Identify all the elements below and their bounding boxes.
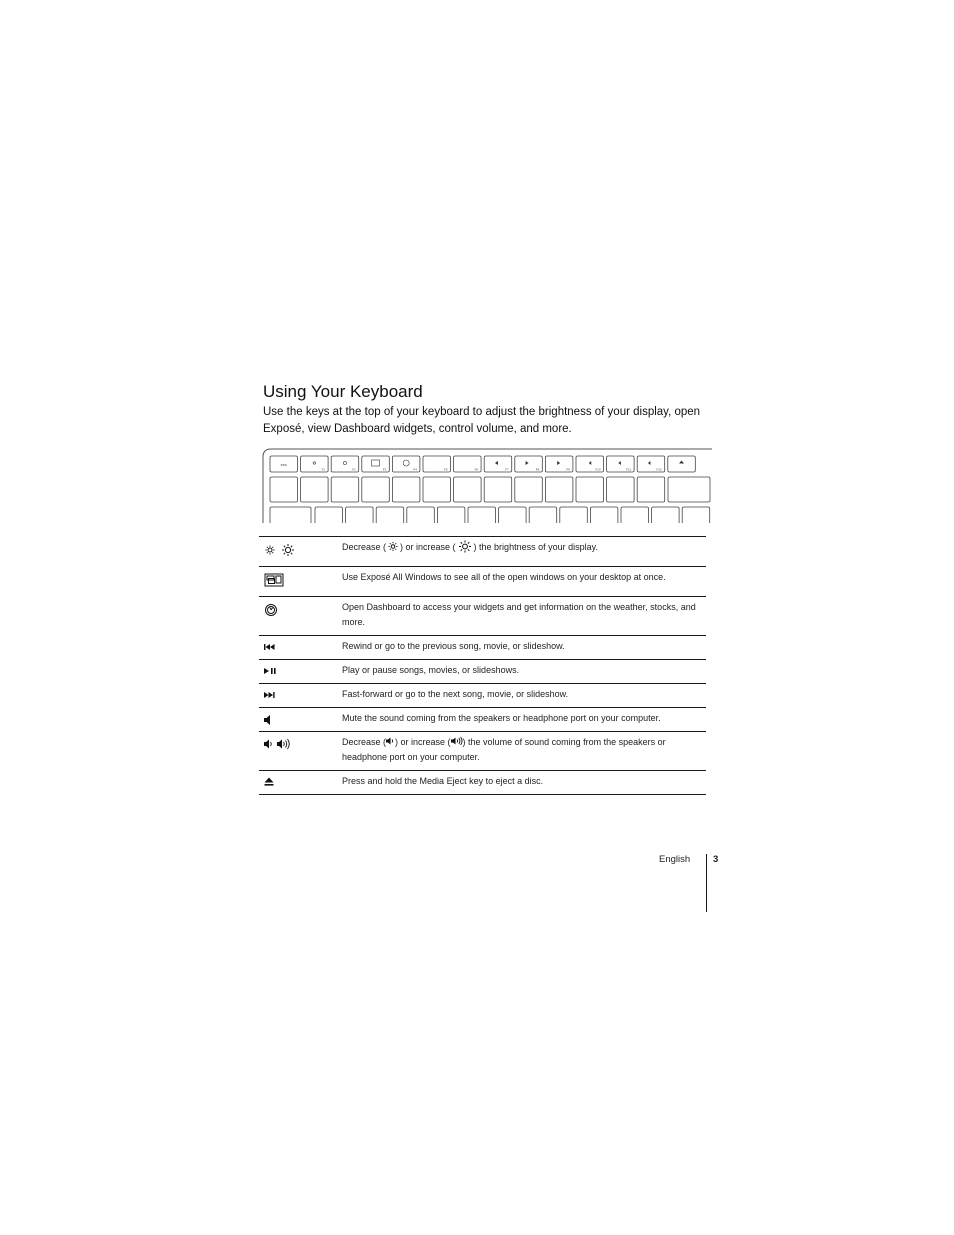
keyboard-diagram bbox=[262, 447, 712, 523]
brightness-icons bbox=[264, 543, 304, 557]
description-mute: Mute the sound coming from the speakers or headphone port on your computer. bbox=[342, 708, 706, 732]
icon-cell bbox=[259, 708, 342, 732]
intro-paragraph: Use the keys at the top of your keyboard to adjust the brightness of your display, open Exposé, view Dashboard widgets, control volume, and more. bbox=[263, 406, 701, 435]
letter-key bbox=[468, 507, 496, 523]
mute-icon bbox=[264, 714, 274, 726]
letter-key bbox=[346, 507, 374, 523]
description-brightness bbox=[342, 537, 706, 567]
table-row bbox=[259, 708, 706, 732]
number-key bbox=[392, 477, 420, 502]
icon-cell bbox=[259, 684, 342, 708]
volume-down-icon bbox=[264, 740, 271, 749]
letter-key bbox=[437, 507, 465, 523]
function-key-label: F1 bbox=[321, 467, 326, 472]
volume-icons bbox=[264, 738, 292, 750]
text-part: ) the brightness of your display. bbox=[473, 542, 598, 552]
description-volume bbox=[342, 732, 706, 771]
function-key-label: F2 bbox=[352, 467, 356, 472]
function-key-label: F10 bbox=[595, 467, 601, 472]
icon-cell bbox=[259, 597, 342, 636]
icon-cell bbox=[259, 771, 342, 795]
table-row bbox=[259, 636, 706, 660]
text-part: Decrease ( bbox=[342, 542, 387, 552]
table-row bbox=[259, 660, 706, 684]
text-part: ) or increase ( bbox=[400, 542, 456, 552]
function-key-table bbox=[259, 536, 706, 795]
description-eject: Press and hold the Media Eject key to eject a disc. bbox=[342, 771, 706, 795]
table-row bbox=[259, 732, 706, 771]
icon-cell bbox=[259, 567, 342, 597]
number-key bbox=[270, 477, 298, 502]
description-play-pause: Play or pause songs, movies, or slideshows. bbox=[342, 660, 706, 684]
letter-key bbox=[590, 507, 618, 523]
table-row bbox=[259, 597, 706, 636]
description-dashboard: Open Dashboard to access your widgets and get information on the weather, stocks, and more. bbox=[342, 597, 706, 636]
icon-cell bbox=[259, 636, 342, 660]
function-key bbox=[668, 456, 696, 472]
volume-up-icon bbox=[451, 736, 463, 746]
function-key-label: F4 bbox=[413, 467, 417, 472]
volume-down-icon bbox=[386, 736, 395, 746]
text-part: ) or increase ( bbox=[395, 737, 451, 747]
function-key-label: F7 bbox=[505, 467, 509, 472]
footer-divider bbox=[706, 854, 707, 912]
expose-icon bbox=[264, 573, 286, 587]
number-key bbox=[362, 477, 390, 502]
number-key bbox=[423, 477, 451, 502]
brightness-up-icon bbox=[456, 540, 474, 553]
text-part: Decrease ( bbox=[342, 737, 387, 747]
table-row bbox=[259, 771, 706, 795]
number-key bbox=[545, 477, 573, 502]
function-key-label: F5 bbox=[443, 467, 448, 472]
brightness-down-icon bbox=[266, 546, 275, 555]
letter-key bbox=[652, 507, 680, 523]
dashboard-icon bbox=[264, 603, 280, 619]
fast-forward-icon bbox=[264, 690, 278, 700]
keyboard-illustration bbox=[262, 447, 712, 523]
function-key-label: F3 bbox=[382, 467, 387, 472]
letter-key bbox=[499, 507, 526, 523]
description-fast-forward: Fast-forward or go to the next song, movie, or slideshow. bbox=[342, 684, 706, 708]
function-key-label: esc bbox=[280, 462, 287, 467]
number-key bbox=[454, 477, 482, 502]
number-key bbox=[301, 477, 329, 502]
page-number: 3 bbox=[713, 854, 719, 865]
tab-key bbox=[270, 507, 311, 523]
page-title: Using Your Keyboard bbox=[263, 382, 423, 401]
letter-key bbox=[529, 507, 557, 523]
function-key-label: F6 bbox=[474, 467, 479, 472]
function-key-label: F12 bbox=[656, 467, 662, 472]
volume-up-icon bbox=[277, 739, 289, 749]
function-key-label: F11 bbox=[626, 467, 632, 472]
letter-key bbox=[407, 507, 435, 523]
letter-key bbox=[315, 507, 343, 523]
description-rewind: Rewind or go to the previous song, movie, or slideshow. bbox=[342, 636, 706, 660]
eject-icon bbox=[264, 777, 276, 787]
number-key bbox=[331, 477, 359, 502]
number-key bbox=[637, 477, 665, 502]
description-expose: Use Exposé All Windows to see all of the open windows on your desktop at once. bbox=[342, 567, 706, 597]
play-pause-icon bbox=[264, 666, 280, 676]
number-key bbox=[484, 477, 512, 502]
rewind-icon bbox=[264, 642, 278, 652]
table-row bbox=[259, 684, 706, 708]
text-part: ) the volume of sound coming from the speakers or headphone port on your computer. bbox=[342, 737, 666, 762]
function-key-label: F9 bbox=[566, 467, 570, 472]
delete-key bbox=[668, 477, 710, 502]
number-key bbox=[607, 477, 635, 502]
function-key-label: F8 bbox=[535, 467, 540, 472]
number-key bbox=[576, 477, 604, 502]
letter-key bbox=[376, 507, 404, 523]
letter-key bbox=[682, 507, 710, 523]
brightness-down-icon bbox=[386, 541, 400, 552]
letter-key bbox=[621, 507, 649, 523]
table-row bbox=[259, 537, 706, 567]
number-key bbox=[515, 477, 543, 502]
icon-cell bbox=[259, 732, 342, 771]
footer-language: English bbox=[659, 854, 691, 865]
letter-key bbox=[560, 507, 588, 523]
brightness-up-icon bbox=[282, 544, 294, 556]
icon-cell bbox=[259, 660, 342, 684]
icon-cell bbox=[259, 537, 342, 567]
table-row bbox=[259, 567, 706, 597]
